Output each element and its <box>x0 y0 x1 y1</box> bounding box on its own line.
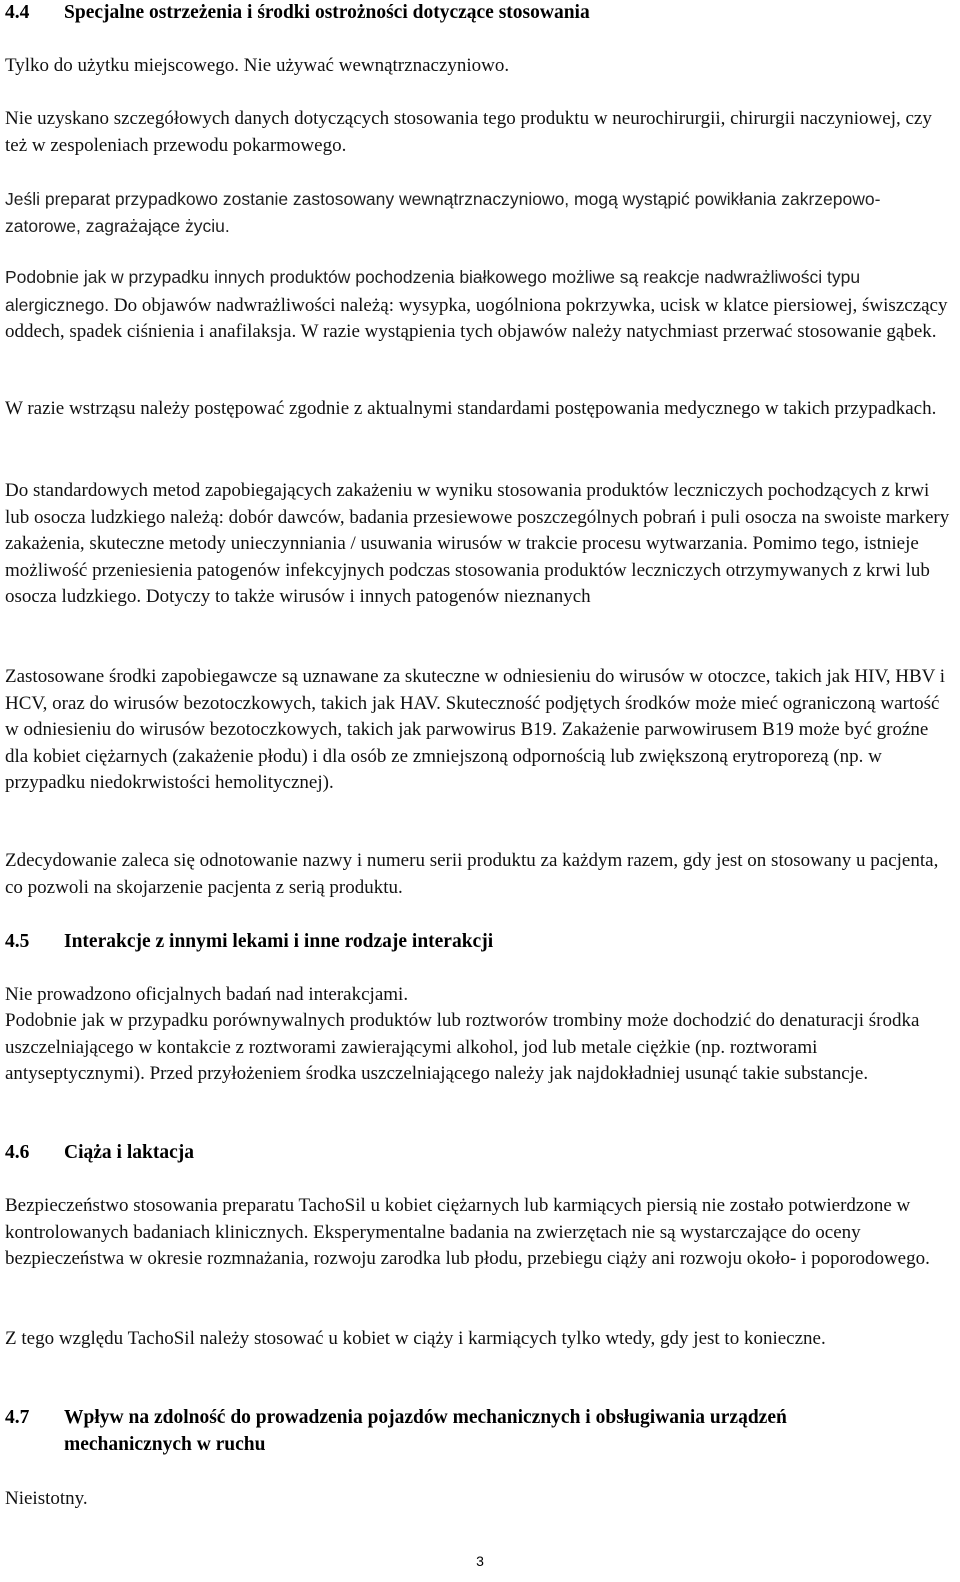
paragraph-measures-effective: Zastosowane środki zapobiegawcze są uznawane za skuteczne w odniesieniu do wirusów w otoczce, takich jak HIV, HBV i HCV, oraz do wirusów bezotoczkowych, takich jak HAV. Skuteczność podjętych środków może mieć ograniczoną wartość w odniesieniu do wirusów bezotoczkowych, takich jak parwowirus B19. Zakażenie parwowirusem B19 może być groźne dla kobiet ciężarnych (zakażenie płodu) i dla osób ze zmniejszoną odpornością lub zwiększoną erytroporezą (np. w przypadku niedokrwistości hemolitycznej). <box>5 666 946 793</box>
section-number: 4.6 <box>5 1142 30 1163</box>
paragraph-topical-only: Tylko do użytku miejscowego. Nie używać wewnątrznaczyniowo. <box>5 55 510 76</box>
section-number: 4.7 <box>5 1407 30 1428</box>
section-title: Specjalne ostrzeżenia i środki ostrożności dotyczące stosowania <box>64 2 590 23</box>
paragraph-shock: W razie wstrząsu należy postępować zgodnie z aktualnymi standardami postępowania medycznego w takich przypadkach. <box>5 398 937 419</box>
paragraph-hypersensitivity <box>5 264 953 346</box>
hypersensitivity-intro: Podobnie jak w przypadku innych produktów pochodzenia białkowego możliwe są reakcje nadwrażliwości typu alergicznego. <box>5 267 861 315</box>
paragraph-driving: Nieistotny. <box>5 1488 88 1509</box>
section-title-line-2: mechanicznych w ruchu <box>64 1434 266 1455</box>
section-title: Ciąża i laktacja <box>64 1142 194 1163</box>
paragraph-no-data: Nie uzyskano szczegółowych danych dotyczących stosowania tego produktu w neurochirurgii, chirurgii naczyniowej, czy też w zespoleniach przewodu pokarmowego. <box>5 108 932 156</box>
paragraph-no-studies: Nie prowadzono oficjalnych badań nad interakcjami. <box>5 984 409 1005</box>
section-number: 4.5 <box>5 931 30 952</box>
paragraph-intravascular-risk: Jeśli preparat przypadkowo zostanie zastosowany wewnątrznaczyniowo, mogą wystąpić powikłania zakrzepowo-zatorowe, zagrażające życiu. <box>5 189 881 236</box>
section-number: 4.4 <box>5 2 30 23</box>
paragraph-pregnancy-safety: Bezpieczeństwo stosowania preparatu TachoSil u kobiet ciężarnych lub karmiących piersią nie zostało potwierdzone w kontrolowanych badaniach klinicznych. Eksperymentalne badania na zwierzętach nie są wystarczające do oceny bezpieczeństwa w okresie rozmnażania, rozwoju zarodka lub płodu, przebiegu ciąży ani rozwoju około- i poporodowego. <box>5 1195 930 1269</box>
paragraph-batch-record: Zdecydowanie zaleca się odnotowanie nazwy i numeru serii produktu za każdym razem, gdy jest on stosowany u pacjenta, co pozwoli na skojarzenie pacjenta z serią produktu. <box>5 850 939 898</box>
page-number: 3 <box>476 1553 484 1569</box>
paragraph-denaturation: Podobnie jak w przypadku porównywalnych produktów lub roztworów trombiny może dochodzić do denaturacji środka uszczelniającego w kontakcie z roztworami zawierającymi alkohol, jod lub metale ciężkie (np. roztworami antyseptycznymi). Przed przyłożeniem środka uszczelniającego należy jak najdokładniej usunąć takie substancje. <box>5 1010 920 1084</box>
paragraph-pregnancy-use: Z tego względu TachoSil należy stosować u kobiet w ciąży i karmiących tylko wtedy, gdy jest to konieczne. <box>5 1328 826 1349</box>
section-title: Interakcje z innymi lekami i inne rodzaje interakcji <box>64 931 494 952</box>
paragraph-infection-measures: Do standardowych metod zapobiegających zakażeniu w wyniku stosowania produktów leczniczych pochodzących z krwi lub osocza ludzkiego należą: dobór dawców, badania przesiewowe poszczególnych pobrań i puli osocza na swoiste markery zakażenia, skuteczne metody unieczynniania / usuwania wirusów w trakcie procesu wytwarzania. Pomimo tego, istnieje możliwość przeniesienia patogenów infekcyjnych podczas stosowania produktów leczniczych otrzymywanych z krwi lub osocza ludzkiego. Dotyczy to także wirusów i innych patogenów nieznanych <box>5 480 950 607</box>
section-title-line-1: Wpływ na zdolność do prowadzenia pojazdów mechanicznych i obsługiwania urządzeń <box>64 1407 787 1428</box>
hypersensitivity-symptoms: Do objawów nadwrażliwości należą: wysypka, uogólniona pokrzywka, ucisk w klatce piersiowej, świszczący oddech, spadek ciśnienia i anafilaksja. W razie wystąpienia tych objawów należy natychmiast przerwać stosowanie gąbek. <box>5 294 948 342</box>
